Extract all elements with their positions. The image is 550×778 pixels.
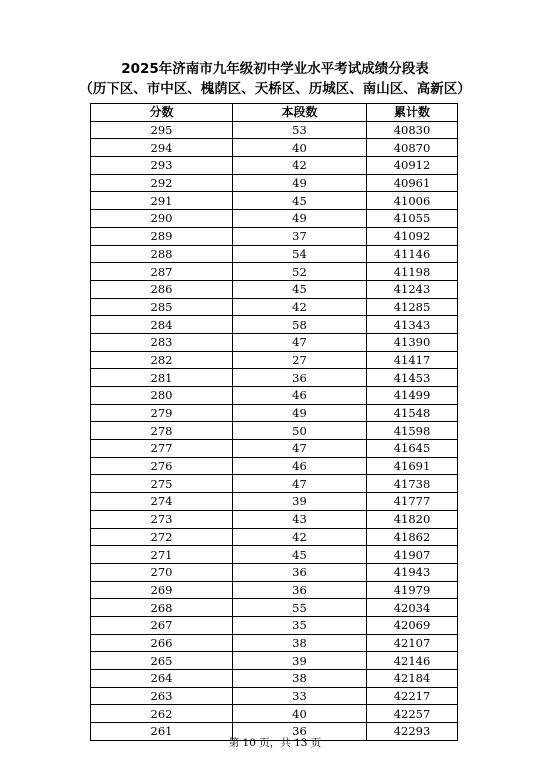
cumulative-count-cell: 42184 (367, 670, 458, 688)
score-cell: 278 (91, 422, 233, 440)
score-cell: 261 (91, 723, 233, 741)
table-row (91, 652, 458, 670)
header-segment-count: 本段数 (233, 104, 367, 122)
table-row (91, 404, 458, 422)
segment-count-cell: 40 (233, 139, 367, 157)
document-title: 2025年济南市九年级初中学业水平考试成绩分段表 (121, 61, 429, 77)
segment-count-cell: 36 (233, 563, 367, 581)
score-cell: 285 (91, 298, 233, 316)
segment-count-cell: 39 (233, 652, 367, 670)
table-row (91, 670, 458, 688)
table-row (91, 280, 458, 298)
table-row (91, 493, 458, 511)
segment-count-cell: 36 (233, 723, 367, 741)
table-row (91, 528, 458, 546)
cumulative-count-cell: 40870 (367, 139, 458, 157)
score-cell: 294 (91, 139, 233, 157)
segment-count-cell: 55 (233, 599, 367, 617)
score-cell: 291 (91, 192, 233, 210)
score-cell: 264 (91, 670, 233, 688)
cumulative-count-cell: 41390 (367, 333, 458, 351)
segment-count-cell: 58 (233, 316, 367, 334)
cumulative-count-cell: 41738 (367, 475, 458, 493)
score-cell: 262 (91, 705, 233, 723)
cumulative-count-cell: 41198 (367, 263, 458, 281)
score-cell: 272 (91, 528, 233, 546)
score-cell: 275 (91, 475, 233, 493)
segment-count-cell: 33 (233, 687, 367, 705)
cumulative-count-cell: 41979 (367, 581, 458, 599)
cumulative-count-cell: 41645 (367, 440, 458, 458)
score-cell: 293 (91, 157, 233, 175)
cumulative-count-cell: 41862 (367, 528, 458, 546)
score-distribution-table (90, 103, 458, 741)
score-cell: 267 (91, 616, 233, 634)
cumulative-count-cell: 41343 (367, 316, 458, 334)
cumulative-count-cell: 41146 (367, 245, 458, 263)
segment-count-cell: 53 (233, 121, 367, 139)
cumulative-count-cell: 40912 (367, 157, 458, 175)
table-row (91, 139, 458, 157)
segment-count-cell: 45 (233, 192, 367, 210)
segment-count-cell: 36 (233, 369, 367, 387)
score-cell: 289 (91, 227, 233, 245)
cumulative-count-cell: 41777 (367, 493, 458, 511)
cumulative-count-cell: 41285 (367, 298, 458, 316)
table-row (91, 616, 458, 634)
segment-count-cell: 38 (233, 670, 367, 688)
table-row (91, 687, 458, 705)
score-cell: 277 (91, 440, 233, 458)
score-cell: 290 (91, 210, 233, 228)
score-cell: 283 (91, 333, 233, 351)
segment-count-cell: 38 (233, 634, 367, 652)
cumulative-count-cell: 41691 (367, 457, 458, 475)
table-row (91, 192, 458, 210)
cumulative-count-cell: 41092 (367, 227, 458, 245)
page-footer: 第 10 页，共 13 页 (228, 737, 322, 749)
document-subtitle-districts: （历下区、市中区、槐荫区、天桥区、历城区、南山区、高新区） (79, 81, 471, 97)
header-score: 分数 (91, 104, 233, 122)
segment-count-cell: 27 (233, 351, 367, 369)
cumulative-count-cell: 40961 (367, 174, 458, 192)
table-row (91, 387, 458, 405)
cumulative-count-cell: 41453 (367, 369, 458, 387)
score-cell: 288 (91, 245, 233, 263)
score-cell: 269 (91, 581, 233, 599)
score-cell: 282 (91, 351, 233, 369)
table-row (91, 263, 458, 281)
score-cell: 270 (91, 563, 233, 581)
segment-count-cell: 40 (233, 705, 367, 723)
segment-count-cell: 36 (233, 581, 367, 599)
cumulative-count-cell: 42146 (367, 652, 458, 670)
table-row (91, 563, 458, 581)
segment-count-cell: 46 (233, 387, 367, 405)
table-row (91, 157, 458, 175)
cumulative-count-cell: 41943 (367, 563, 458, 581)
score-cell: 284 (91, 316, 233, 334)
table-row (91, 369, 458, 387)
table-row (91, 634, 458, 652)
segment-count-cell: 42 (233, 157, 367, 175)
segment-count-cell: 49 (233, 174, 367, 192)
table-row (91, 245, 458, 263)
cumulative-count-cell: 41548 (367, 404, 458, 422)
table-row (91, 581, 458, 599)
segment-count-cell: 35 (233, 616, 367, 634)
table-row (91, 422, 458, 440)
cumulative-count-cell: 41820 (367, 510, 458, 528)
table-row (91, 475, 458, 493)
table-row (91, 298, 458, 316)
cumulative-count-cell: 41417 (367, 351, 458, 369)
score-cell: 292 (91, 174, 233, 192)
table-row (91, 546, 458, 564)
score-cell: 265 (91, 652, 233, 670)
score-cell: 263 (91, 687, 233, 705)
segment-count-cell: 49 (233, 210, 367, 228)
segment-count-cell: 47 (233, 440, 367, 458)
segment-count-cell: 46 (233, 457, 367, 475)
cumulative-count-cell: 41598 (367, 422, 458, 440)
table-row (91, 333, 458, 351)
segment-count-cell: 42 (233, 298, 367, 316)
cumulative-count-cell: 41055 (367, 210, 458, 228)
segment-count-cell: 47 (233, 475, 367, 493)
segment-count-cell: 50 (233, 422, 367, 440)
cumulative-count-cell: 42217 (367, 687, 458, 705)
score-cell: 280 (91, 387, 233, 405)
table-row (91, 174, 458, 192)
table-row (91, 351, 458, 369)
score-cell: 279 (91, 404, 233, 422)
table-row (91, 210, 458, 228)
header-cumulative-count: 累计数 (367, 104, 458, 122)
segment-count-cell: 54 (233, 245, 367, 263)
table-row (91, 510, 458, 528)
score-cell: 286 (91, 280, 233, 298)
cumulative-count-cell: 42034 (367, 599, 458, 617)
table-header-row (91, 104, 458, 122)
table-row (91, 121, 458, 139)
cumulative-count-cell: 41907 (367, 546, 458, 564)
score-cell: 266 (91, 634, 233, 652)
score-cell: 273 (91, 510, 233, 528)
cumulative-count-cell: 41243 (367, 280, 458, 298)
segment-count-cell: 42 (233, 528, 367, 546)
segment-count-cell: 45 (233, 546, 367, 564)
cumulative-count-cell: 42069 (367, 616, 458, 634)
segment-count-cell: 43 (233, 510, 367, 528)
score-cell: 276 (91, 457, 233, 475)
score-cell: 287 (91, 263, 233, 281)
score-cell: 295 (91, 121, 233, 139)
table-row (91, 227, 458, 245)
cumulative-count-cell: 40830 (367, 121, 458, 139)
score-cell: 268 (91, 599, 233, 617)
segment-count-cell: 37 (233, 227, 367, 245)
table-row (91, 705, 458, 723)
score-cell: 271 (91, 546, 233, 564)
segment-count-cell: 52 (233, 263, 367, 281)
segment-count-cell: 49 (233, 404, 367, 422)
segment-count-cell: 45 (233, 280, 367, 298)
table-row (91, 457, 458, 475)
table-body (91, 121, 458, 740)
segment-count-cell: 39 (233, 493, 367, 511)
table-row (91, 440, 458, 458)
score-cell: 274 (91, 493, 233, 511)
cumulative-count-cell: 42257 (367, 705, 458, 723)
cumulative-count-cell: 41499 (367, 387, 458, 405)
cumulative-count-cell: 42293 (367, 723, 458, 741)
segment-count-cell: 47 (233, 333, 367, 351)
table-row (91, 599, 458, 617)
table-row (91, 316, 458, 334)
score-cell: 281 (91, 369, 233, 387)
cumulative-count-cell: 42107 (367, 634, 458, 652)
cumulative-count-cell: 41006 (367, 192, 458, 210)
